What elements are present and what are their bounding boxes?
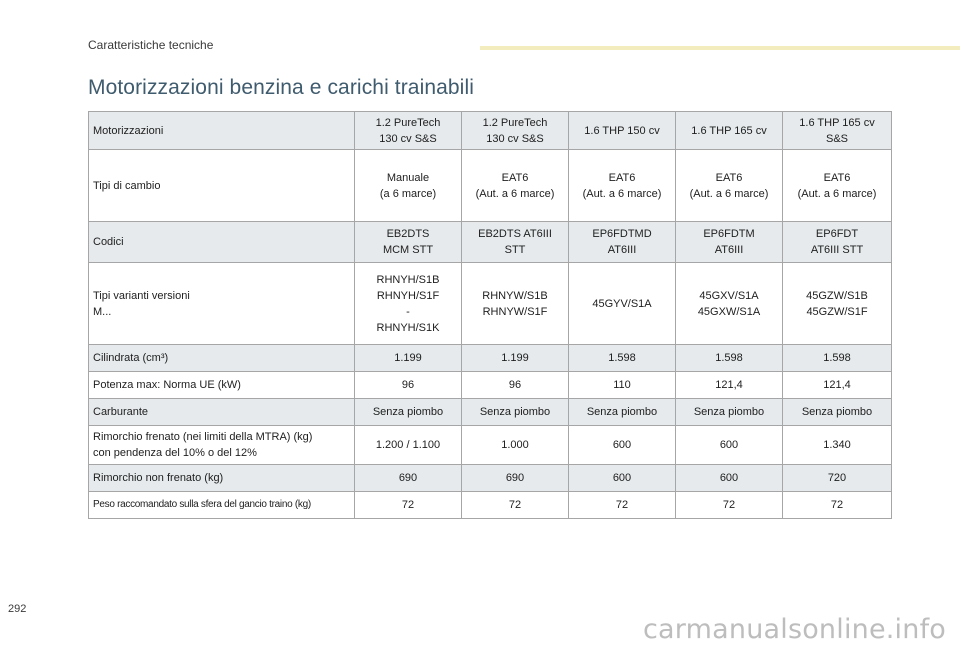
table-cell: EP6FDT AT6III STT [783, 222, 892, 263]
row-label: Codici [89, 222, 355, 263]
row-label: Potenza max: Norma UE (kW) [89, 372, 355, 399]
row-label: Cilindrata (cm³) [89, 345, 355, 372]
table-cell: Manuale (a 6 marce) [355, 150, 462, 222]
table-row-rimorchio-non-frenato [89, 465, 892, 492]
table-cell: 690 [462, 465, 569, 492]
table-cell: 96 [355, 372, 462, 399]
table-cell: EB2DTS AT6III STT [462, 222, 569, 263]
table-cell: 720 [783, 465, 892, 492]
table-cell: EB2DTS MCM STT [355, 222, 462, 263]
table-cell: 121,4 [783, 372, 892, 399]
table-cell: 45GZW/S1B 45GZW/S1F [783, 263, 892, 345]
table-cell: 1.598 [676, 345, 783, 372]
table-cell: Senza piombo [676, 399, 783, 426]
table-cell: RHNYW/S1B RHNYW/S1F [462, 263, 569, 345]
table-cell: EP6FDTM AT6III [676, 222, 783, 263]
table-cell: 600 [676, 465, 783, 492]
row-label: Rimorchio non frenato (kg) [89, 465, 355, 492]
table-cell: 600 [569, 426, 676, 465]
table-row-potenza [89, 372, 892, 399]
table-row-peso-sfera [89, 492, 892, 519]
table-cell: 690 [355, 465, 462, 492]
table-cell: 72 [355, 492, 462, 519]
header-accent-bar [480, 46, 960, 50]
table-cell: Senza piombo [783, 399, 892, 426]
row-label: Motorizzazioni [89, 112, 355, 150]
table-cell: 1.598 [783, 345, 892, 372]
table-cell: 110 [569, 372, 676, 399]
table-cell: 1.6 THP 165 cv [676, 112, 783, 150]
table-row-cilindrata [89, 345, 892, 372]
table-cell: 1.340 [783, 426, 892, 465]
table-cell: 72 [783, 492, 892, 519]
table-cell: RHNYH/S1B RHNYH/S1F - RHNYH/S1K [355, 263, 462, 345]
table-row-tipi-varianti [89, 263, 892, 345]
row-label: Peso raccomandato sulla sfera del gancio traino (kg) [89, 492, 355, 519]
table-cell: 600 [569, 465, 676, 492]
table-cell: 1.199 [355, 345, 462, 372]
table-cell: Senza piombo [569, 399, 676, 426]
table-cell: 72 [569, 492, 676, 519]
row-label: Rimorchio frenato (nei limiti della MTRA) (kg) con pendenza del 10% o del 12% [89, 426, 355, 465]
table-cell: EP6FDTMD AT6III [569, 222, 676, 263]
specs-table [88, 111, 892, 519]
table-cell: 1.6 THP 165 cv S&S [783, 112, 892, 150]
table-cell: 72 [462, 492, 569, 519]
table-cell: 96 [462, 372, 569, 399]
table-cell: 1.6 THP 150 cv [569, 112, 676, 150]
page-title: Motorizzazioni benzina e carichi trainabili [88, 76, 474, 100]
table-cell: Senza piombo [462, 399, 569, 426]
table-cell: 72 [676, 492, 783, 519]
table-cell: 1.200 / 1.100 [355, 426, 462, 465]
table-row-carburante [89, 399, 892, 426]
table-cell: 45GYV/S1A [569, 263, 676, 345]
table-cell: EAT6 (Aut. a 6 marce) [783, 150, 892, 222]
watermark: carmanualsonline.info [643, 614, 946, 645]
table-cell: 600 [676, 426, 783, 465]
table-cell: 1.2 PureTech 130 cv S&S [355, 112, 462, 150]
table-row-motorizzazioni [89, 112, 892, 150]
table-cell: EAT6 (Aut. a 6 marce) [569, 150, 676, 222]
table-row-codici [89, 222, 892, 263]
table-cell: 1.000 [462, 426, 569, 465]
row-label: Tipi varianti versioni M... [89, 263, 355, 345]
table-cell: 45GXV/S1A 45GXW/S1A [676, 263, 783, 345]
section-label: Caratteristiche tecniche [88, 38, 214, 52]
table-cell: EAT6 (Aut. a 6 marce) [462, 150, 569, 222]
table-cell: Senza piombo [355, 399, 462, 426]
table-row-rimorchio-frenato [89, 426, 892, 465]
table-cell: 121,4 [676, 372, 783, 399]
table-cell: 1.598 [569, 345, 676, 372]
row-label: Tipi di cambio [89, 150, 355, 222]
table-cell: EAT6 (Aut. a 6 marce) [676, 150, 783, 222]
table-cell: 1.199 [462, 345, 569, 372]
table-row-tipi-di-cambio [89, 150, 892, 222]
table-cell: 1.2 PureTech 130 cv S&S [462, 112, 569, 150]
page-number: 292 [8, 603, 27, 615]
row-label: Carburante [89, 399, 355, 426]
